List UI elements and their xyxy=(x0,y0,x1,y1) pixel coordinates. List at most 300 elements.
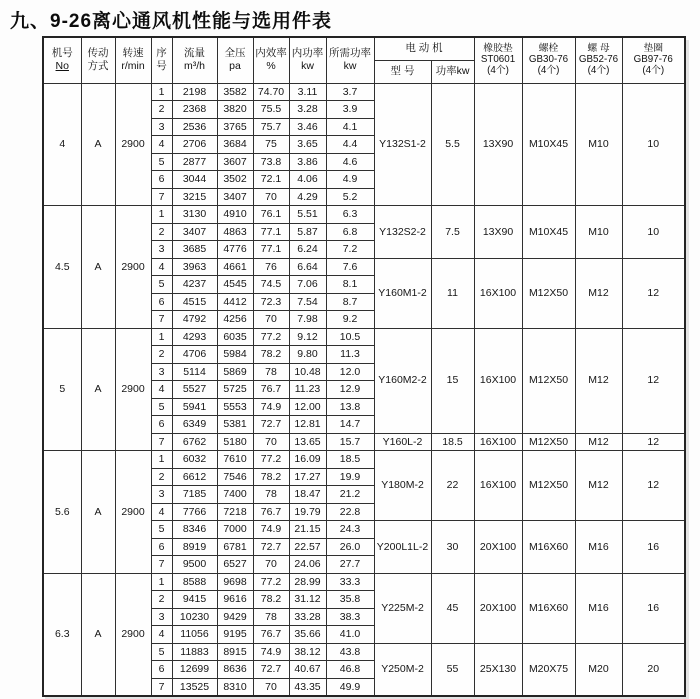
motor-power-cell: 5.5 xyxy=(431,83,474,206)
serial-cell: 6 xyxy=(151,293,172,311)
required-power-cell: 10.5 xyxy=(326,328,374,346)
speed-cell: 2900 xyxy=(115,573,151,696)
efficiency-cell: 72.7 xyxy=(253,416,289,434)
header-line: 内功率 xyxy=(291,47,324,60)
flow-cell: 5941 xyxy=(172,398,217,416)
pressure-cell: 5180 xyxy=(217,433,253,451)
nut-cell: M12 xyxy=(575,433,622,451)
efficiency-cell: 72.3 xyxy=(253,293,289,311)
serial-cell: 3 xyxy=(151,608,172,626)
serial-cell: 2 xyxy=(151,223,172,241)
motor-power-cell: 22 xyxy=(431,451,474,521)
header-line: 号 xyxy=(156,60,167,73)
col-header-machine-no xyxy=(43,37,81,83)
efficiency-cell: 76.7 xyxy=(253,626,289,644)
rubber-pad-cell: 16X100 xyxy=(474,258,522,328)
efficiency-cell: 76.7 xyxy=(253,503,289,521)
pressure-cell: 4661 xyxy=(217,258,253,276)
inner-power-cell: 33.28 xyxy=(289,608,326,626)
col-header-drive xyxy=(81,37,115,83)
flow-cell: 4515 xyxy=(172,293,217,311)
required-power-cell: 26.0 xyxy=(326,538,374,556)
washer-cell: 12 xyxy=(622,258,685,328)
header-line: 全压 xyxy=(224,47,246,60)
required-power-cell: 14.7 xyxy=(326,416,374,434)
motor-model-cell: Y200L1L-2 xyxy=(374,521,431,574)
serial-cell: 4 xyxy=(151,136,172,154)
serial-cell: 4 xyxy=(151,503,172,521)
bolt-cell: M12X50 xyxy=(522,433,575,451)
required-power-cell: 24.3 xyxy=(326,521,374,539)
pressure-cell: 7218 xyxy=(217,503,253,521)
serial-cell: 7 xyxy=(151,188,172,206)
col-header-bolt xyxy=(522,37,575,83)
flow-cell: 3130 xyxy=(172,206,217,224)
inner-power-cell: 9.12 xyxy=(289,328,326,346)
required-power-cell: 8.7 xyxy=(326,293,374,311)
serial-cell: 3 xyxy=(151,241,172,259)
col-header-inner-power xyxy=(289,37,326,83)
inner-power-cell: 35.66 xyxy=(289,626,326,644)
required-power-cell: 4.1 xyxy=(326,118,374,136)
efficiency-cell: 74.9 xyxy=(253,643,289,661)
efficiency-cell: 72.7 xyxy=(253,538,289,556)
inner-power-cell: 4.29 xyxy=(289,188,326,206)
pressure-cell: 7400 xyxy=(217,486,253,504)
inner-power-cell: 5.51 xyxy=(289,206,326,224)
bolt-cell: M12X50 xyxy=(522,328,575,433)
bolt-cell: M12X50 xyxy=(522,258,575,328)
serial-cell: 2 xyxy=(151,591,172,609)
serial-cell: 1 xyxy=(151,328,172,346)
header-line: 橡胶垫 xyxy=(483,43,513,55)
required-power-cell: 43.8 xyxy=(326,643,374,661)
header-line: kw xyxy=(301,60,314,73)
serial-cell: 5 xyxy=(151,398,172,416)
pressure-cell: 6527 xyxy=(217,556,253,574)
serial-cell: 6 xyxy=(151,538,172,556)
efficiency-cell: 77.2 xyxy=(253,328,289,346)
inner-power-cell: 6.64 xyxy=(289,258,326,276)
drive-mode-cell: A xyxy=(81,83,115,206)
serial-cell: 2 xyxy=(151,346,172,364)
col-header-motor-power: 功率kw xyxy=(431,60,474,83)
nut-cell: M20 xyxy=(575,643,622,696)
header-line: 转速 xyxy=(122,47,144,60)
machine-no-cell: 6.3 xyxy=(43,573,81,696)
motor-model-cell: Y250M-2 xyxy=(374,643,431,696)
required-power-cell: 22.8 xyxy=(326,503,374,521)
serial-cell: 6 xyxy=(151,171,172,189)
nut-cell: M12 xyxy=(575,328,622,433)
table-header xyxy=(43,37,685,83)
serial-cell: 1 xyxy=(151,573,172,591)
inner-power-cell: 7.06 xyxy=(289,276,326,294)
pressure-cell: 7610 xyxy=(217,451,253,469)
machine-no-cell: 5 xyxy=(43,328,81,451)
required-power-cell: 33.3 xyxy=(326,573,374,591)
efficiency-cell: 76.1 xyxy=(253,206,289,224)
efficiency-cell: 77.1 xyxy=(253,241,289,259)
machine-no-cell: 5.6 xyxy=(43,451,81,574)
col-header-pressure xyxy=(217,37,253,83)
motor-power-cell: 55 xyxy=(431,643,474,696)
col-header-flow xyxy=(172,37,217,83)
flow-cell: 6349 xyxy=(172,416,217,434)
col-header-required-power xyxy=(326,37,374,83)
header-line: % xyxy=(266,60,276,73)
inner-power-cell: 4.06 xyxy=(289,171,326,189)
required-power-cell: 7.6 xyxy=(326,258,374,276)
required-power-cell: 6.8 xyxy=(326,223,374,241)
header-line: (4个) xyxy=(642,64,665,76)
efficiency-cell: 70 xyxy=(253,188,289,206)
pressure-cell: 3607 xyxy=(217,153,253,171)
header-line: (4个) xyxy=(487,64,509,76)
pressure-cell: 9429 xyxy=(217,608,253,626)
required-power-cell: 18.5 xyxy=(326,451,374,469)
header-line: (4个) xyxy=(587,64,610,76)
drive-mode-cell: A xyxy=(81,573,115,696)
speed-cell: 2900 xyxy=(115,328,151,451)
serial-cell: 4 xyxy=(151,258,172,276)
inner-power-cell: 22.57 xyxy=(289,538,326,556)
efficiency-cell: 74.5 xyxy=(253,276,289,294)
required-power-cell: 15.7 xyxy=(326,433,374,451)
header-line: 方式 xyxy=(87,60,109,73)
inner-power-cell: 12.81 xyxy=(289,416,326,434)
header-line: pa xyxy=(229,60,241,73)
serial-cell: 7 xyxy=(151,311,172,329)
fan-performance-table xyxy=(42,36,686,697)
col-header-nut xyxy=(575,37,622,83)
required-power-cell: 12.9 xyxy=(326,381,374,399)
flow-cell: 7766 xyxy=(172,503,217,521)
header-line: 垫圈 xyxy=(643,43,664,55)
efficiency-cell: 75 xyxy=(253,136,289,154)
serial-cell: 3 xyxy=(151,363,172,381)
pressure-cell: 4412 xyxy=(217,293,253,311)
header-line: 流量 xyxy=(184,47,205,60)
serial-cell: 1 xyxy=(151,451,172,469)
required-power-cell: 3.9 xyxy=(326,101,374,119)
motor-model-cell: Y225M-2 xyxy=(374,573,431,643)
efficiency-cell: 73.8 xyxy=(253,153,289,171)
flow-cell: 3407 xyxy=(172,223,217,241)
header-line: kw xyxy=(343,60,357,73)
nut-cell: M12 xyxy=(575,451,622,521)
bolt-cell: M20X75 xyxy=(522,643,575,696)
table-row xyxy=(43,206,685,224)
header-line: No xyxy=(55,60,69,73)
nut-cell: M10 xyxy=(575,206,622,259)
motor-model-cell: Y180M-2 xyxy=(374,451,431,521)
required-power-cell: 46.8 xyxy=(326,661,374,679)
required-power-cell: 38.3 xyxy=(326,608,374,626)
inner-power-cell: 38.12 xyxy=(289,643,326,661)
pressure-cell: 4863 xyxy=(217,223,253,241)
required-power-cell: 9.2 xyxy=(326,311,374,329)
efficiency-cell: 76.7 xyxy=(253,381,289,399)
flow-cell: 5114 xyxy=(172,363,217,381)
rubber-pad-cell: 13X90 xyxy=(474,206,522,259)
header-line: 机号 xyxy=(51,47,73,60)
col-header-efficiency xyxy=(253,37,289,83)
col-header-speed xyxy=(115,37,151,83)
speed-cell: 2900 xyxy=(115,206,151,329)
required-power-cell: 6.3 xyxy=(326,206,374,224)
inner-power-cell: 11.23 xyxy=(289,381,326,399)
serial-cell: 7 xyxy=(151,678,172,696)
flow-cell: 2536 xyxy=(172,118,217,136)
drive-mode-cell: A xyxy=(81,328,115,451)
pressure-cell: 6781 xyxy=(217,538,253,556)
motor-power-cell: 18.5 xyxy=(431,433,474,451)
inner-power-cell: 5.87 xyxy=(289,223,326,241)
efficiency-cell: 78.2 xyxy=(253,346,289,364)
rubber-pad-cell: 16X100 xyxy=(474,328,522,433)
inner-power-cell: 6.24 xyxy=(289,241,326,259)
efficiency-cell: 74.70 xyxy=(253,83,289,101)
efficiency-cell: 75.7 xyxy=(253,118,289,136)
motor-power-cell: 15 xyxy=(431,328,474,433)
inner-power-cell: 13.65 xyxy=(289,433,326,451)
flow-cell: 4792 xyxy=(172,311,217,329)
pressure-cell: 3820 xyxy=(217,101,253,119)
serial-cell: 5 xyxy=(151,153,172,171)
header-line: 螺 母 xyxy=(587,43,610,55)
col-header-rubber-pad xyxy=(474,37,522,83)
inner-power-cell: 9.80 xyxy=(289,346,326,364)
flow-cell: 6032 xyxy=(172,451,217,469)
machine-no-cell: 4.5 xyxy=(43,206,81,329)
motor-model-cell: Y160M2-2 xyxy=(374,328,431,433)
flow-cell: 6612 xyxy=(172,468,217,486)
washer-cell: 10 xyxy=(622,206,685,259)
inner-power-cell: 16.09 xyxy=(289,451,326,469)
drive-mode-cell: A xyxy=(81,451,115,574)
inner-power-cell: 18.47 xyxy=(289,486,326,504)
serial-cell: 4 xyxy=(151,381,172,399)
inner-power-cell: 12.00 xyxy=(289,398,326,416)
efficiency-cell: 70 xyxy=(253,311,289,329)
required-power-cell: 11.3 xyxy=(326,346,374,364)
serial-cell: 5 xyxy=(151,276,172,294)
pressure-cell: 3502 xyxy=(217,171,253,189)
inner-power-cell: 43.35 xyxy=(289,678,326,696)
required-power-cell: 4.9 xyxy=(326,171,374,189)
table-row xyxy=(43,451,685,469)
header-line: (4个) xyxy=(537,64,560,76)
inner-power-cell: 3.86 xyxy=(289,153,326,171)
col-header-serial xyxy=(151,37,172,83)
pressure-cell: 5553 xyxy=(217,398,253,416)
flow-cell: 13525 xyxy=(172,678,217,696)
header-line: m³/h xyxy=(184,60,205,73)
flow-cell: 3215 xyxy=(172,188,217,206)
speed-cell: 2900 xyxy=(115,83,151,206)
flow-cell: 9415 xyxy=(172,591,217,609)
pressure-cell: 7000 xyxy=(217,521,253,539)
pressure-cell: 3684 xyxy=(217,136,253,154)
rubber-pad-cell: 20X100 xyxy=(474,573,522,643)
serial-cell: 6 xyxy=(151,416,172,434)
drive-mode-cell: A xyxy=(81,206,115,329)
pressure-cell: 8915 xyxy=(217,643,253,661)
efficiency-cell: 78 xyxy=(253,608,289,626)
flow-cell: 4237 xyxy=(172,276,217,294)
flow-cell: 4293 xyxy=(172,328,217,346)
serial-cell: 1 xyxy=(151,206,172,224)
flow-cell: 8588 xyxy=(172,573,217,591)
required-power-cell: 8.1 xyxy=(326,276,374,294)
inner-power-cell: 3.28 xyxy=(289,101,326,119)
inner-power-cell: 3.65 xyxy=(289,136,326,154)
col-header-washer xyxy=(622,37,685,83)
efficiency-cell: 77.2 xyxy=(253,451,289,469)
page-title: 九、9-26离心通风机性能与选用件表 xyxy=(10,11,333,32)
header-line: r/min xyxy=(121,60,145,73)
table-body xyxy=(43,83,685,696)
pressure-cell: 4910 xyxy=(217,206,253,224)
motor-model-cell: Y132S2-2 xyxy=(374,206,431,259)
bolt-cell: M16X60 xyxy=(522,521,575,574)
rubber-pad-cell: 16X100 xyxy=(474,451,522,521)
bolt-cell: M16X60 xyxy=(522,573,575,643)
rubber-pad-cell: 25X130 xyxy=(474,643,522,696)
machine-no-cell: 4 xyxy=(43,83,81,206)
required-power-cell: 4.6 xyxy=(326,153,374,171)
efficiency-cell: 78 xyxy=(253,363,289,381)
serial-cell: 2 xyxy=(151,101,172,119)
flow-cell: 2198 xyxy=(172,83,217,101)
nut-cell: M12 xyxy=(575,258,622,328)
header-line: 序 xyxy=(156,47,167,60)
required-power-cell: 4.4 xyxy=(326,136,374,154)
flow-cell: 8919 xyxy=(172,538,217,556)
pressure-cell: 9195 xyxy=(217,626,253,644)
nut-cell: M16 xyxy=(575,521,622,574)
pressure-cell: 7546 xyxy=(217,468,253,486)
inner-power-cell: 40.67 xyxy=(289,661,326,679)
table-row xyxy=(43,573,685,591)
efficiency-cell: 78.2 xyxy=(253,468,289,486)
motor-power-cell: 45 xyxy=(431,573,474,643)
header-line: 螺栓 xyxy=(538,43,559,55)
required-power-cell: 19.9 xyxy=(326,468,374,486)
inner-power-cell: 19.79 xyxy=(289,503,326,521)
inner-power-cell: 10.48 xyxy=(289,363,326,381)
inner-power-cell: 24.06 xyxy=(289,556,326,574)
washer-cell: 12 xyxy=(622,451,685,521)
header-line: 传动 xyxy=(87,47,109,60)
rubber-pad-cell: 20X100 xyxy=(474,521,522,574)
efficiency-cell: 78.2 xyxy=(253,591,289,609)
motor-power-cell: 30 xyxy=(431,521,474,574)
pressure-cell: 4256 xyxy=(217,311,253,329)
serial-cell: 7 xyxy=(151,433,172,451)
efficiency-cell: 70 xyxy=(253,433,289,451)
header-line: GB52-76 xyxy=(578,53,619,65)
rubber-pad-cell: 13X90 xyxy=(474,83,522,206)
serial-cell: 7 xyxy=(151,556,172,574)
required-power-cell: 27.7 xyxy=(326,556,374,574)
flow-cell: 2706 xyxy=(172,136,217,154)
header-line: 所需功率 xyxy=(329,47,371,60)
washer-cell: 16 xyxy=(622,521,685,574)
serial-cell: 3 xyxy=(151,486,172,504)
bolt-cell: M10X45 xyxy=(522,83,575,206)
col-header-motor xyxy=(374,37,474,60)
pressure-cell: 4776 xyxy=(217,241,253,259)
pressure-cell: 3407 xyxy=(217,188,253,206)
efficiency-cell: 75.5 xyxy=(253,101,289,119)
serial-cell: 2 xyxy=(151,468,172,486)
bolt-cell: M12X50 xyxy=(522,451,575,521)
serial-cell: 6 xyxy=(151,661,172,679)
required-power-cell: 3.7 xyxy=(326,83,374,101)
inner-power-cell: 31.12 xyxy=(289,591,326,609)
flow-cell: 2368 xyxy=(172,101,217,119)
flow-cell: 11883 xyxy=(172,643,217,661)
serial-cell: 1 xyxy=(151,83,172,101)
inner-power-cell: 7.54 xyxy=(289,293,326,311)
speed-cell: 2900 xyxy=(115,451,151,574)
required-power-cell: 49.9 xyxy=(326,678,374,696)
required-power-cell: 35.8 xyxy=(326,591,374,609)
pressure-cell: 9698 xyxy=(217,573,253,591)
washer-cell: 12 xyxy=(622,433,685,451)
washer-cell: 12 xyxy=(622,328,685,433)
header-line: GB30-76 xyxy=(528,53,569,65)
col-header-motor-model: 型 号 xyxy=(374,60,431,83)
required-power-cell: 21.2 xyxy=(326,486,374,504)
efficiency-cell: 74.9 xyxy=(253,398,289,416)
efficiency-cell: 70 xyxy=(253,556,289,574)
motor-power-cell: 7.5 xyxy=(431,206,474,259)
serial-cell: 4 xyxy=(151,626,172,644)
inner-power-cell: 3.46 xyxy=(289,118,326,136)
flow-cell: 5527 xyxy=(172,381,217,399)
inner-power-cell: 7.98 xyxy=(289,311,326,329)
washer-cell: 20 xyxy=(622,643,685,696)
efficiency-cell: 72.7 xyxy=(253,661,289,679)
efficiency-cell: 74.9 xyxy=(253,521,289,539)
pressure-cell: 9616 xyxy=(217,591,253,609)
motor-model-cell: Y160M1-2 xyxy=(374,258,431,328)
header-line: ST0601 xyxy=(480,53,516,65)
pressure-cell: 5869 xyxy=(217,363,253,381)
efficiency-cell: 77.1 xyxy=(253,223,289,241)
pressure-cell: 6035 xyxy=(217,328,253,346)
inner-power-cell: 21.15 xyxy=(289,521,326,539)
rubber-pad-cell: 16X100 xyxy=(474,433,522,451)
flow-cell: 11056 xyxy=(172,626,217,644)
serial-cell: 5 xyxy=(151,643,172,661)
flow-cell: 7185 xyxy=(172,486,217,504)
flow-cell: 6762 xyxy=(172,433,217,451)
pressure-cell: 3582 xyxy=(217,83,253,101)
required-power-cell: 41.0 xyxy=(326,626,374,644)
required-power-cell: 13.8 xyxy=(326,398,374,416)
pressure-cell: 5984 xyxy=(217,346,253,364)
flow-cell: 3963 xyxy=(172,258,217,276)
flow-cell: 2877 xyxy=(172,153,217,171)
motor-model-cell: Y132S1-2 xyxy=(374,83,431,206)
washer-cell: 10 xyxy=(622,83,685,206)
efficiency-cell: 76 xyxy=(253,258,289,276)
pressure-cell: 8310 xyxy=(217,678,253,696)
